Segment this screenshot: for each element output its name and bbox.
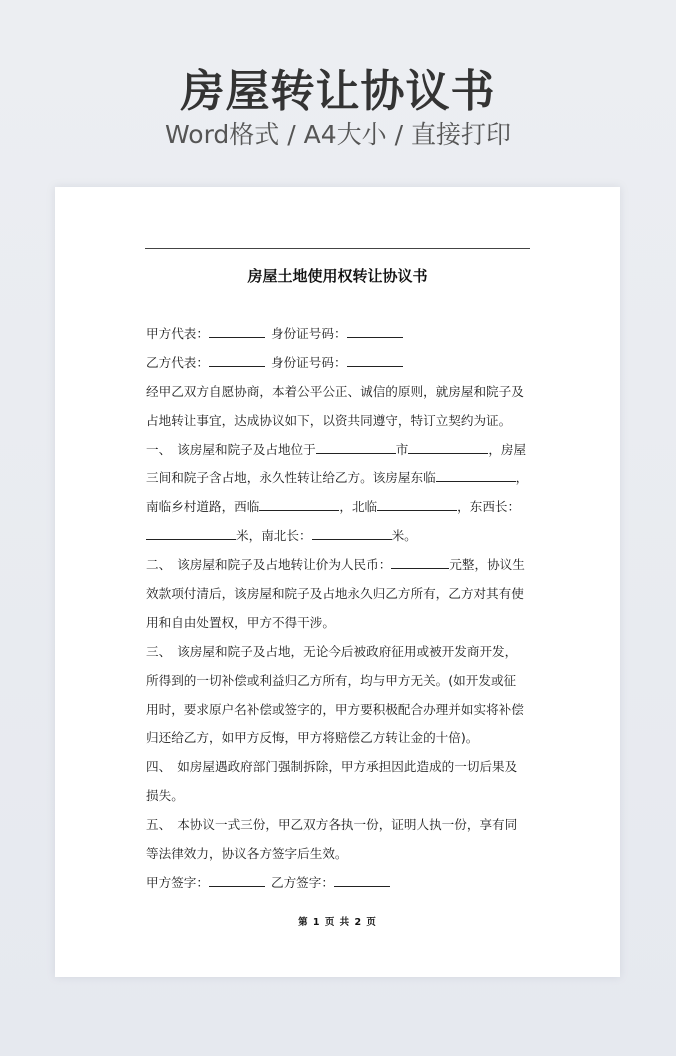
clause-1-text: 该房屋和院子及占地位于 xyxy=(177,441,316,457)
location-city-blank[interactable] xyxy=(408,441,488,454)
comma: ， xyxy=(515,470,529,486)
party-a-signature-label: 甲方签字： xyxy=(146,874,209,890)
clause-3-line-2: 所得到的一切补偿或利益归乙方所有，均与甲方无关。(如开发或征 xyxy=(146,672,517,688)
clause-1-line-2-text: 三间和院子含占地，永久性转让给乙方。该房屋东临 xyxy=(146,470,436,486)
party-a-rep-blank[interactable] xyxy=(209,325,265,338)
clause-1-line-1 xyxy=(146,436,536,465)
header-rule xyxy=(145,248,530,249)
clause-4-number: 四、 xyxy=(146,759,172,775)
clause-3-number: 三、 xyxy=(146,643,172,659)
north-boundary-blank[interactable] xyxy=(377,498,457,511)
party-a-id-label: 身份证号码： xyxy=(270,326,347,341)
party-b-rep-blank[interactable] xyxy=(209,354,265,367)
clause-5-text: 本协议一式三份，甲乙双方各执一份，证明人执一份，享有同 xyxy=(177,817,518,833)
party-b-id-blank[interactable] xyxy=(347,354,403,367)
clause-2-text-tail: 元整，协议生 xyxy=(449,557,525,573)
party-b-rep-line xyxy=(146,349,536,378)
east-boundary-blank[interactable] xyxy=(436,469,516,482)
west-boundary-blank[interactable] xyxy=(259,498,339,511)
clause-3-line-4: 归还给乙方，如甲方反悔，甲方将赔偿乙方转让金的十倍)。 xyxy=(146,730,479,746)
banner-title: 房屋转让协议书 xyxy=(180,66,496,117)
intro-line-1: 经甲乙双方自愿协商，本着公平公正、诚信的原则，就房屋和院子及 xyxy=(146,383,524,399)
clause-4-line-2: 损失。 xyxy=(146,788,184,804)
clause-3-line-3: 用时，要求原户名补偿或签字的，甲方要积极配合办理并如实将补偿 xyxy=(146,701,524,717)
document-body xyxy=(146,320,536,898)
north-south-length-blank[interactable] xyxy=(312,527,392,540)
party-a-rep-label: 甲方代表： xyxy=(146,326,209,341)
party-a-signature-blank[interactable] xyxy=(209,874,265,887)
signature-line xyxy=(146,869,536,898)
party-b-signature-blank[interactable] xyxy=(334,874,390,887)
clause-4-line-1 xyxy=(146,753,536,782)
intro-line-2: 占地转让事宜，达成协议如下，以资共同遵守，特订立契约为证。 xyxy=(146,412,512,428)
party-b-rep-label: 乙方代表： xyxy=(146,354,209,370)
price-blank[interactable] xyxy=(391,556,449,569)
clause-5-number: 五、 xyxy=(146,817,172,833)
party-a-id-blank[interactable] xyxy=(347,325,403,338)
meter-unit: 米。 xyxy=(391,528,417,544)
document-title: 房屋土地使用权转让协议书 xyxy=(247,267,428,285)
clause-5-line-1 xyxy=(146,811,536,840)
city-label: 市 xyxy=(395,441,409,457)
north-south-length-label: 米，南北长： xyxy=(236,528,312,544)
clause-2-line-3: 用和自由处置权，甲方不得干涉。 xyxy=(146,614,335,630)
east-west-length-blank[interactable] xyxy=(146,527,236,540)
document-page xyxy=(55,187,620,977)
clause-2-text: 该房屋和院子及占地转让价为人民币： xyxy=(177,557,392,573)
clause-2-line-1 xyxy=(146,551,536,580)
clause-2-number: 二、 xyxy=(146,557,172,573)
clause-2-line-2: 效款项付清后，该房屋和院子及占地永久归乙方所有，乙方对其有使 xyxy=(146,586,524,602)
clause-1-line-4 xyxy=(146,522,536,551)
clause-3-text: 该房屋和院子及占地，无论今后被政府征用或被开发商开发， xyxy=(177,643,518,659)
clause-3-line-1 xyxy=(146,638,536,667)
party-b-id-label: 身份证号码： xyxy=(270,354,347,370)
party-a-rep-line xyxy=(146,320,536,349)
clause-1-text-tail: ，房屋 xyxy=(488,441,527,457)
party-b-signature-label: 乙方签字： xyxy=(270,874,334,890)
clause-1-line-2 xyxy=(146,464,536,493)
clause-1-line-3 xyxy=(146,493,536,522)
east-west-length-label: ，东西长： xyxy=(457,499,521,515)
banner-subtitle: Word格式 / A4大小 / 直接打印 xyxy=(165,120,511,149)
clause-1-number: 一、 xyxy=(146,441,172,457)
clause-4-text: 如房屋遇政府部门强制拆除，甲方承担因此造成的一切后果及 xyxy=(177,759,518,775)
location-province-blank[interactable] xyxy=(316,441,396,454)
north-label: ，北临 xyxy=(339,499,378,515)
clause-1-line-3-text: 南临乡村道路，西临 xyxy=(146,499,260,515)
clause-5-line-2: 等法律效力，协议各方签字后生效。 xyxy=(146,846,348,862)
page-number: 第 1 页 共 2 页 xyxy=(298,917,377,928)
